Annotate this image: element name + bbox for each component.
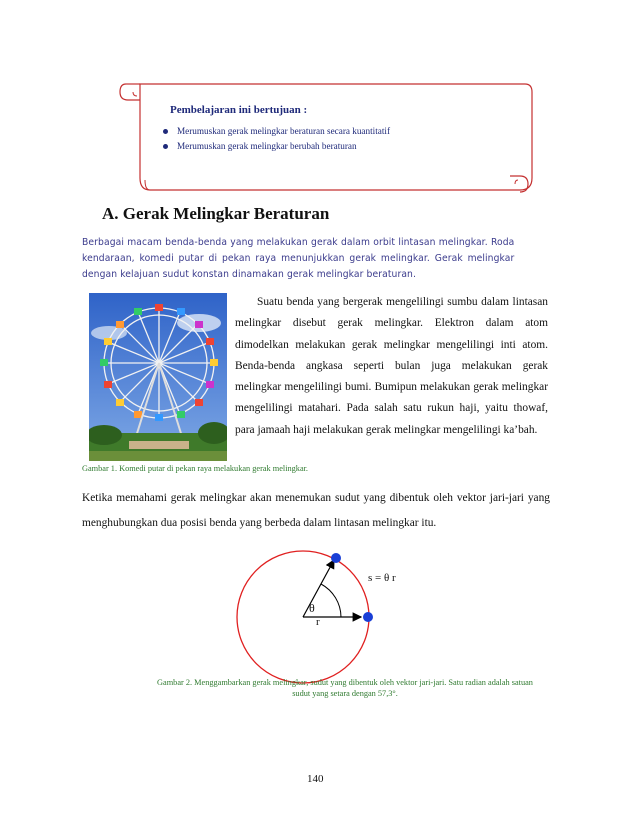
angle-label: θ [309,601,315,615]
body-paragraph-1: Suatu benda yang bergerak mengelilingi sumbu dalam lintasan melingkar disebut gerak melingkar. Elektron dalam atom dimodelkan melakukan gerak melingkar mengelilingi inti atom. Benda-benda angkasa seperti bulan juga melakukan gerak melingkar mengelilingi bumi. Bumipun melakukan gerak melingkar mengelilingi matahari. Pada salah satu rukun haji, yaitu thowaf, para jamaah haji melakukan gerak melingkar mengelilingi ka’bah. [235,296,548,436]
radius-vector-2 [303,560,334,617]
objectives-title: Pembelajaran ini bertujuan : [170,104,308,116]
arc-length-label: s = θ r [368,572,396,584]
point-position-1 [363,612,373,622]
section-title: A. Gerak Melingkar Beraturan [102,204,330,223]
angle-arc [321,584,341,617]
section-intro: Berbagai macam benda-benda yang melakukan gerak dalam orbit lintasan melingkar. Roda kendaraan, komedi putar di pekan raya menunjukkan gerak melingkar. Gerak melingkar dengan kelajuan sudut konstan dinamakan gerak melingkar beraturan. [82,237,515,280]
objective-item: Merumuskan gerak melingkar berubah beraturan [163,139,390,154]
page-number: 140 [307,773,324,785]
radius-label: r [316,616,320,628]
point-position-2 [331,553,341,563]
figure-2-caption: Gambar 2. Menggambarkan gerak melingkar, sudut yang dibentuk oleh vektor jari-jari. Satu radian adalah satuan sudut yang setara dengan 57,3°. [157,678,533,698]
objective-item: Merumuskan gerak melingkar beraturan secara kuantitatif [163,124,390,139]
figure-1-caption: Gambar 1. Komedi putar di pekan raya melakukan gerak melingkar. [82,464,309,473]
body-paragraph-2: Ketika memahami gerak melingkar akan menemukan sudut yang dibentuk oleh vektor jari-jari yang menghubungkan dua posisi benda yang berbeda dalam lintasan melingkar itu. [82,492,550,529]
